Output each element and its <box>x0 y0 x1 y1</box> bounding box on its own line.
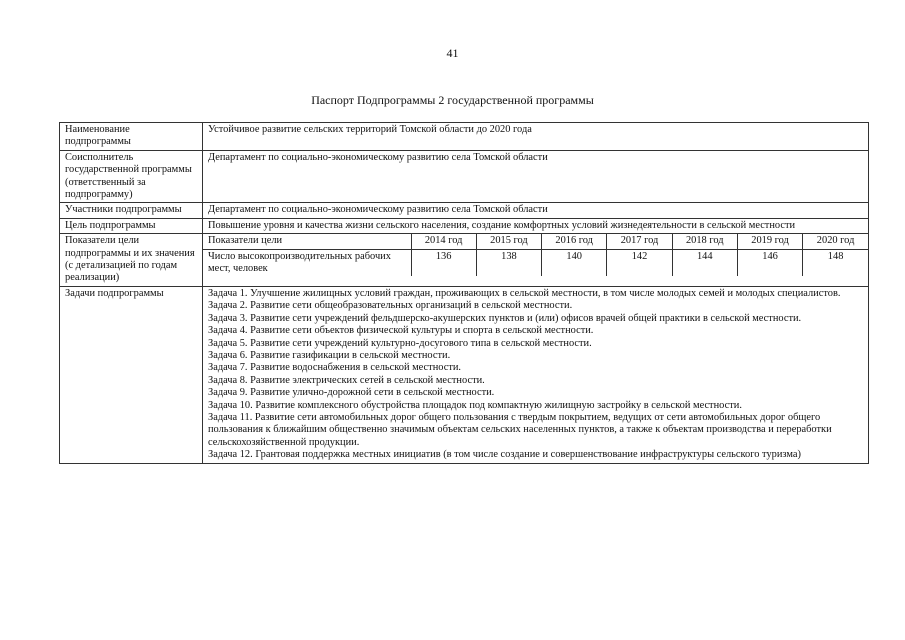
value-2018: 144 <box>672 249 737 276</box>
indicator-name: Число высокопроизводительных рабочих мест, человек <box>208 250 391 275</box>
task-item: Задача 10. Развитие комплексного обустройства площадок под компактную жилищную застройку в сельской местности. <box>208 399 742 411</box>
year-2014: 2014 год <box>411 234 476 249</box>
task-item: Задача 1. Улучшение жилищных условий граждан, проживающих в сельской местности, в том числе молодых семей и молодых специалистов. <box>208 287 841 299</box>
indicators-cell <box>203 234 869 287</box>
row-value-tasks <box>203 286 869 463</box>
year-2019: 2019 год <box>737 234 802 249</box>
task-item: Задача 3. Развитие сети учреждений фельдшерско-акушерских пунктов и (или) офисов врачей общей практики в сельской местности. <box>208 312 802 324</box>
task-item: Задача 9. Развитие улично-дорожной сети в сельской местности. <box>208 387 495 399</box>
page-number: 41 <box>446 46 459 60</box>
table-row-participants <box>60 203 869 218</box>
table-row-name <box>60 123 869 151</box>
passport-table <box>59 122 869 464</box>
table-row-indicators <box>60 234 869 287</box>
indicators-header-row <box>203 234 868 249</box>
year-2018: 2018 год <box>672 234 737 249</box>
value-2019: 146 <box>737 249 802 276</box>
value-2016: 140 <box>542 249 607 276</box>
indicators-value-row <box>203 249 868 276</box>
task-item: Задача 2. Развитие сети общеобразовательных организаций в сельской местности. <box>208 300 573 312</box>
row-value-participants: Департамент по социально-экономическому развитию села Томской области <box>203 203 869 218</box>
row-label-indicators: Показатели цели подпрограммы и их значения (с детализацией по годам реализации) <box>60 234 203 287</box>
value-2014: 136 <box>411 249 476 276</box>
row-label-goal: Цель подпрограммы <box>60 218 203 233</box>
value-2017: 142 <box>607 249 672 276</box>
value-2020: 148 <box>803 249 868 276</box>
row-label-coexecutor: Соисполнитель государственной программы (ответственный за подпрограмму) <box>60 150 203 203</box>
value-2015: 138 <box>476 249 541 276</box>
row-value-goal: Повышение уровня и качества жизни сельского населения, создание комфортных условий жизнедеятельности в сельской местности <box>203 218 869 233</box>
task-item: Задача 4. Развитие сети объектов физической культуры и спорта в сельской местности. <box>208 325 594 337</box>
row-label-tasks: Задачи подпрограммы <box>60 286 203 463</box>
task-item: Задача 12. Грантовая поддержка местных инициатив (в том числе создание и совершенствование инфраструктуры сельского туризма) <box>208 449 801 461</box>
table-row-tasks <box>60 286 869 463</box>
indicators-header-label: Показатели цели <box>203 234 411 249</box>
page-title: Паспорт Подпрограммы 2 государственной программы <box>311 93 594 107</box>
table-row-goal <box>60 218 869 233</box>
task-item: Задача 7. Развитие водоснабжения в сельской местности. <box>208 362 462 374</box>
row-label-participants: Участники подпрограммы <box>60 203 203 218</box>
row-value-coexecutor: Департамент по социально-экономическому развитию села Томской области <box>203 150 869 203</box>
task-item: Задача 5. Развитие сети учреждений культурно-досугового типа в сельской местности. <box>208 337 592 349</box>
task-item: Задача 6. Развитие газификации в сельской местности. <box>208 349 451 361</box>
year-2016: 2016 год <box>542 234 607 249</box>
task-item: Задача 11. Развитие сети автомобильных дорог общего пользования с твердым покрытием, ведущих от сети автомобильных дорог общего пользования к ближайшим общественно значимым объектам сельских населенных пунктов, а также к объектам производства и переработки сельскохозяйственной продукции. <box>208 411 832 448</box>
year-2017: 2017 год <box>607 234 672 249</box>
row-value-name: Устойчивое развитие сельских территорий Томской области до 2020 года <box>203 123 869 151</box>
year-2015: 2015 год <box>476 234 541 249</box>
row-label-name: Наименование подпрограммы <box>60 123 203 151</box>
year-2020: 2020 год <box>803 234 868 249</box>
task-item: Задача 8. Развитие электрических сетей в сельской местности. <box>208 374 485 386</box>
table-row-coexecutor <box>60 150 869 203</box>
indicators-table <box>203 234 868 276</box>
